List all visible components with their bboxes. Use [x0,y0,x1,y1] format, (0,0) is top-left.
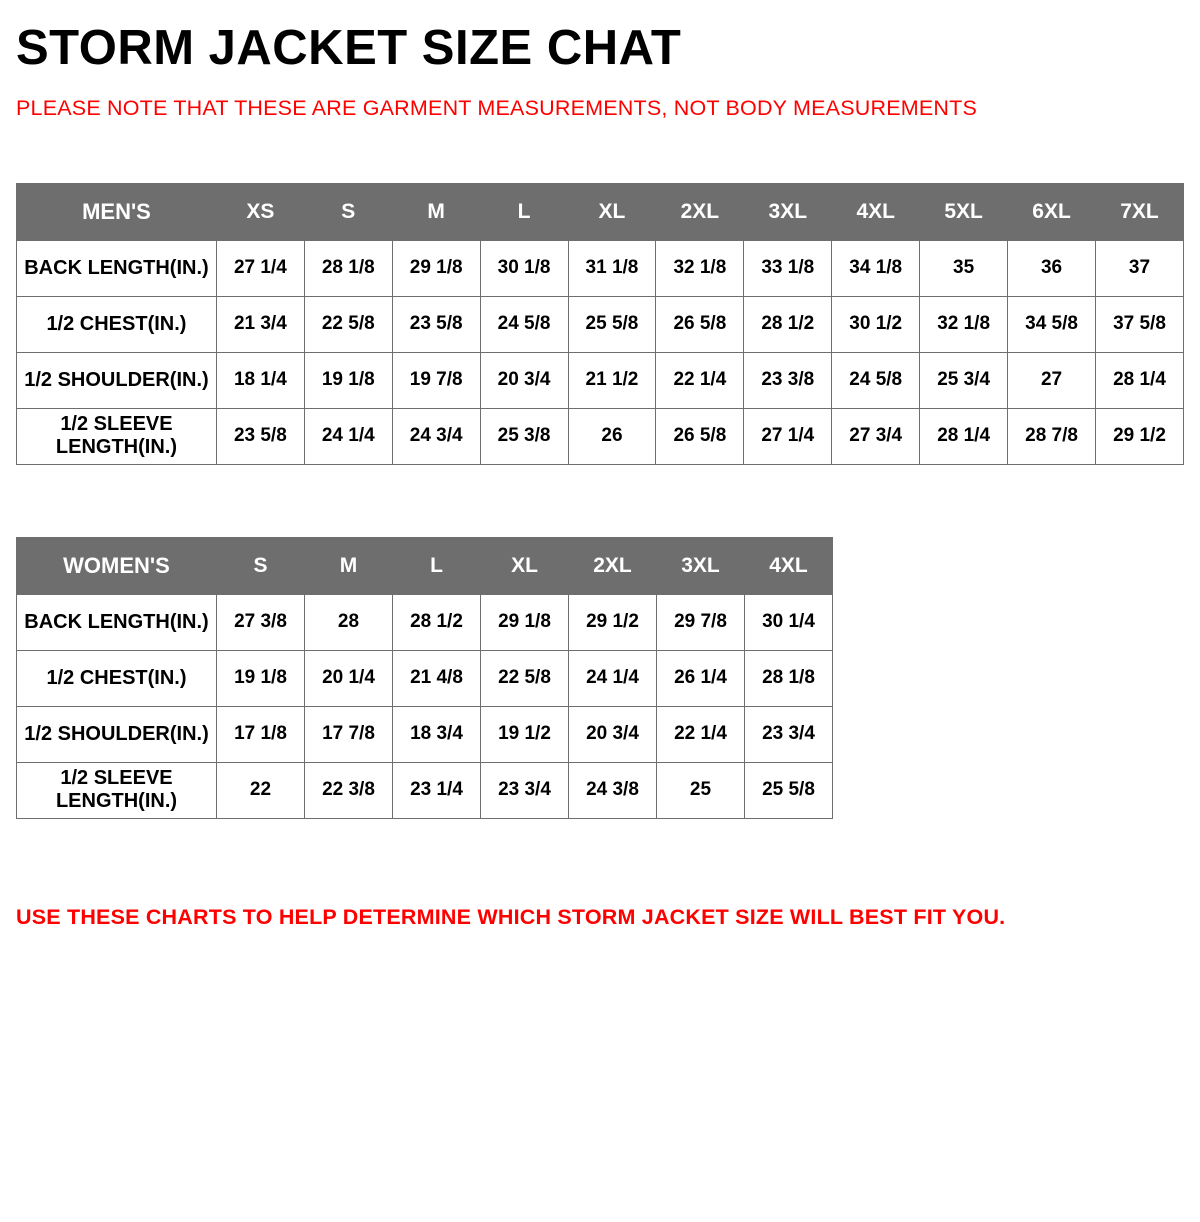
mens-row-label-half-shoulder: 1/2 SHOULDER(IN.) [17,352,217,408]
table-cell: 19 1/2 [481,706,569,762]
mens-size-2xl: 2XL [656,183,744,240]
womens-header-row [17,537,833,594]
table-cell: 35 [920,240,1008,296]
mens-row-label-half-sleeve-length: 1/2 SLEEVE LENGTH(IN.) [17,408,217,464]
table-cell: 31 1/8 [568,240,656,296]
womens-row-label-half-sleeve-length: 1/2 SLEEVE LENGTH(IN.) [17,762,217,818]
table-cell: 21 1/2 [568,352,656,408]
womens-header-label: WOMEN'S [17,537,217,594]
womens-table-body [17,594,833,818]
womens-size-m: M [305,537,393,594]
table-cell: 25 [657,762,745,818]
table-cell: 30 1/2 [832,296,920,352]
table-cell: 36 [1008,240,1096,296]
table-cell: 28 1/8 [745,650,833,706]
table-cell: 25 5/8 [568,296,656,352]
table-cell: 37 5/8 [1096,296,1184,352]
top-note: PLEASE NOTE THAT THESE ARE GARMENT MEASUREMENTS, NOT BODY MEASUREMENTS [16,95,977,120]
table-cell: 28 1/2 [393,594,481,650]
table-cell: 21 3/4 [216,296,304,352]
table-cell: 32 1/8 [656,240,744,296]
table-cell: 24 5/8 [480,296,568,352]
table-cell: 19 1/8 [304,352,392,408]
mens-size-7xl: 7XL [1096,183,1184,240]
mens-size-l: L [480,183,568,240]
table-cell: 20 1/4 [305,650,393,706]
mens-size-4xl: 4XL [832,183,920,240]
table-cell: 25 3/8 [480,408,568,464]
table-cell: 26 1/4 [657,650,745,706]
mens-size-table [16,183,1184,465]
mens-row-label-half-chest: 1/2 CHEST(IN.) [17,296,217,352]
table-cell: 22 1/4 [656,352,744,408]
mens-size-3xl: 3XL [744,183,832,240]
table-row [17,408,1184,464]
table-cell: 24 3/4 [392,408,480,464]
table-cell: 28 1/4 [920,408,1008,464]
table-cell: 30 1/8 [480,240,568,296]
table-cell: 26 [568,408,656,464]
table-cell: 18 1/4 [216,352,304,408]
table-cell: 33 1/8 [744,240,832,296]
table-cell: 22 3/8 [305,762,393,818]
womens-row-label-back-length: BACK LENGTH(IN.) [17,594,217,650]
table-cell: 37 [1096,240,1184,296]
table-cell: 23 3/4 [745,706,833,762]
bottom-note: USE THESE CHARTS TO HELP DETERMINE WHICH STORM JACKET SIZE WILL BEST FIT YOU. [16,904,1006,929]
mens-table-body [17,240,1184,464]
table-cell: 27 [1008,352,1096,408]
mens-size-m: M [392,183,480,240]
page-title: STORM JACKET SIZE CHAT [16,21,682,75]
size-chart-page [0,22,1200,1222]
womens-row-label-half-chest: 1/2 CHEST(IN.) [17,650,217,706]
mens-size-6xl: 6XL [1008,183,1096,240]
table-cell: 20 3/4 [480,352,568,408]
table-row [17,352,1184,408]
table-cell: 18 3/4 [393,706,481,762]
table-cell: 32 1/8 [920,296,1008,352]
table-cell: 20 3/4 [569,706,657,762]
mens-size-xl: XL [568,183,656,240]
table-cell: 22 5/8 [481,650,569,706]
womens-size-2xl: 2XL [569,537,657,594]
table-cell: 27 3/4 [832,408,920,464]
mens-table-head [17,183,1184,240]
table-row [17,762,833,818]
table-cell: 29 1/2 [1096,408,1184,464]
table-cell: 28 [305,594,393,650]
table-row [17,650,833,706]
womens-size-4xl: 4XL [745,537,833,594]
table-cell: 25 5/8 [745,762,833,818]
table-cell: 23 3/4 [481,762,569,818]
table-cell: 22 1/4 [657,706,745,762]
table-row [17,296,1184,352]
mens-size-5xl: 5XL [920,183,1008,240]
table-cell: 28 1/2 [744,296,832,352]
table-cell: 22 5/8 [304,296,392,352]
womens-row-label-half-shoulder: 1/2 SHOULDER(IN.) [17,706,217,762]
table-cell: 34 5/8 [1008,296,1096,352]
table-cell: 21 4/8 [393,650,481,706]
table-cell: 19 7/8 [392,352,480,408]
table-cell: 26 5/8 [656,408,744,464]
mens-header-label: MEN'S [17,183,217,240]
womens-size-3xl: 3XL [657,537,745,594]
table-cell: 29 1/2 [569,594,657,650]
table-cell: 29 7/8 [657,594,745,650]
mens-row-label-back-length: BACK LENGTH(IN.) [17,240,217,296]
table-cell: 24 1/4 [569,650,657,706]
table-row [17,706,833,762]
womens-size-s: S [217,537,305,594]
womens-size-xl: XL [481,537,569,594]
mens-size-s: S [304,183,392,240]
womens-size-l: L [393,537,481,594]
womens-table-head [17,537,833,594]
table-cell: 23 5/8 [216,408,304,464]
table-cell: 29 1/8 [481,594,569,650]
table-cell: 27 3/8 [217,594,305,650]
table-cell: 23 3/8 [744,352,832,408]
table-cell: 29 1/8 [392,240,480,296]
table-cell: 30 1/4 [745,594,833,650]
table-cell: 25 3/4 [920,352,1008,408]
table-cell: 26 5/8 [656,296,744,352]
table-row [17,594,833,650]
table-cell: 22 [217,762,305,818]
table-cell: 27 1/4 [744,408,832,464]
table-cell: 24 5/8 [832,352,920,408]
table-cell: 24 1/4 [304,408,392,464]
table-cell: 24 3/8 [569,762,657,818]
table-row [17,240,1184,296]
mens-header-row [17,183,1184,240]
table-cell: 28 7/8 [1008,408,1096,464]
table-cell: 23 1/4 [393,762,481,818]
table-cell: 17 7/8 [305,706,393,762]
table-cell: 19 1/8 [217,650,305,706]
table-cell: 27 1/4 [216,240,304,296]
table-cell: 34 1/8 [832,240,920,296]
table-cell: 28 1/8 [304,240,392,296]
table-cell: 17 1/8 [217,706,305,762]
table-cell: 23 5/8 [392,296,480,352]
mens-size-xs: XS [216,183,304,240]
womens-size-table [16,537,833,819]
table-cell: 28 1/4 [1096,352,1184,408]
